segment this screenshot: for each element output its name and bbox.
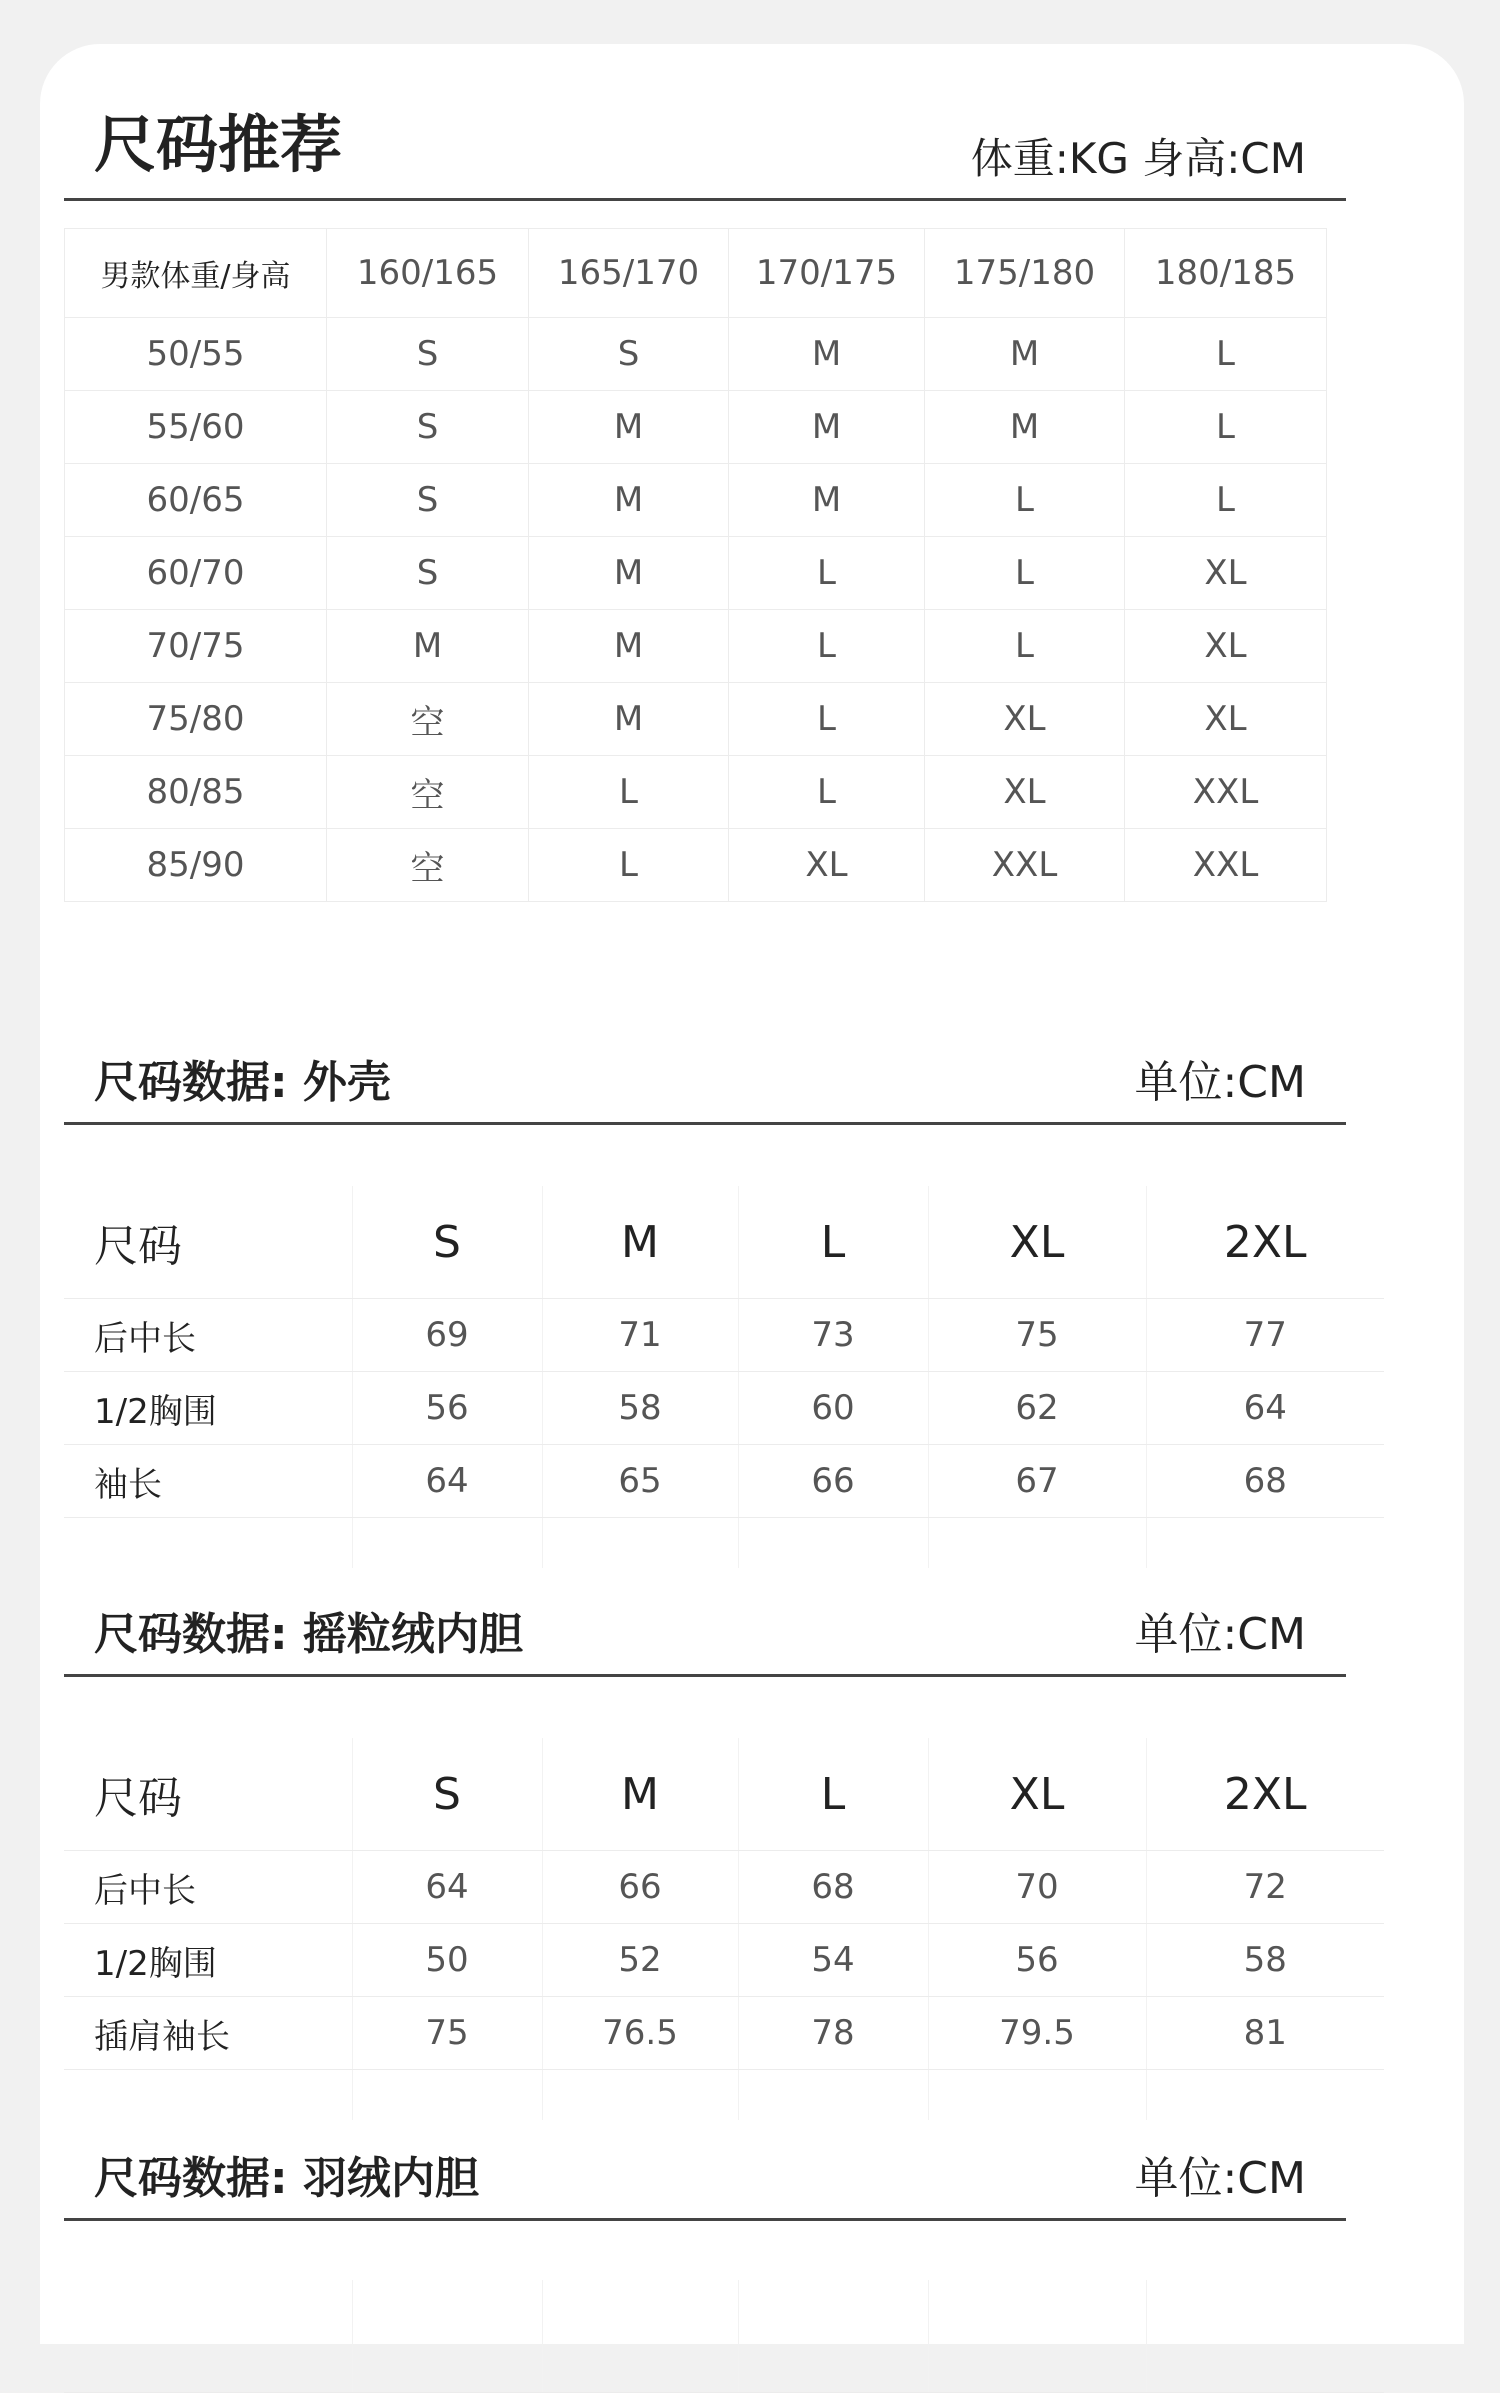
measure-value: 78 [738,1997,928,2070]
size-header: M [542,1186,738,1299]
corner-label: 男款体重/身高 [65,229,327,318]
size-header: XL [928,1738,1146,1851]
height-header: 165/170 [529,229,729,318]
size-cell: XL [1125,610,1327,683]
size-header: XL [928,1186,1146,1299]
size-header-row [64,1186,1384,1299]
size-header: L [738,1186,928,1299]
fleece-unit: 单位:CM [1134,1609,1306,1660]
measure-value: 66 [542,1851,738,1924]
weight-cell: 55/60 [65,391,327,464]
height-header: 160/165 [327,229,529,318]
table-row [65,683,1327,756]
measure-value: 50 [352,1924,542,1997]
size-cell: S [327,391,529,464]
table-row [64,1851,1384,1924]
size-header: M [542,1738,738,1851]
table-row [64,1372,1384,1445]
weight-cell: 70/75 [65,610,327,683]
size-cell: XL [1125,537,1327,610]
measure-value: 54 [738,1924,928,1997]
size-cell: L [1125,318,1327,391]
height-header: 175/180 [925,229,1125,318]
measure-value: 79.5 [928,1997,1146,2070]
recommend-title: 尺码推荐 [94,108,343,181]
recommend-header-row [65,229,1327,318]
size-cell: L [1125,464,1327,537]
down-title: 尺码数据: 羽绒内胆 [94,2153,479,2204]
weight-cell: 75/80 [65,683,327,756]
table-row [65,537,1327,610]
outer-title: 尺码数据: 外壳 [94,1057,391,1108]
recommend-header [64,52,1346,201]
size-header-row [64,2280,1384,2393]
weight-cell: 60/70 [65,537,327,610]
table-row [64,1924,1384,1997]
size-cell: L [729,756,925,829]
size-cell: S [327,537,529,610]
size-label: 尺码 [64,1738,352,1851]
height-header: 170/175 [729,229,925,318]
size-cell: L [529,829,729,902]
table-row [64,1997,1384,2070]
size-recommend-table [64,228,1327,902]
size-cell: XL [729,829,925,902]
recommend-units: 体重:KG 身高:CM [970,134,1306,183]
measure-value: 75 [928,1299,1146,1372]
size-cell: XXL [1125,829,1327,902]
size-cell: XXL [1125,756,1327,829]
measure-value: 56 [352,1372,542,1445]
size-cell: L [1125,391,1327,464]
size-cell: 空 [327,829,529,902]
measure-value: 56 [928,1924,1146,1997]
table-row [65,829,1327,902]
height-header: 180/185 [1125,229,1327,318]
measure-label: 1/2胸围 [64,1372,352,1445]
measure-label: 插肩袖长 [64,1997,352,2070]
weight-cell: 85/90 [65,829,327,902]
outer-measure-table [64,1186,1384,1568]
down-unit: 单位:CM [1134,2153,1306,2204]
size-cell: L [925,537,1125,610]
measure-value: 75 [352,1997,542,2070]
size-cell: L [925,464,1125,537]
measure-value: 64 [352,1445,542,1518]
size-cell: XL [925,683,1125,756]
table-row [64,1299,1384,1372]
size-cell: S [327,464,529,537]
measure-value: 73 [738,1299,928,1372]
size-header: 2XL [1146,1186,1384,1299]
fleece-title: 尺码数据: 摇粒绒内胆 [94,1609,523,1660]
measure-value: 58 [1146,1924,1384,1997]
size-header: S [352,1186,542,1299]
measure-label: 1/2胸围 [64,1924,352,1997]
size-header: S [352,1738,542,1851]
size-cell: M [729,391,925,464]
measure-value: 81 [1146,1997,1384,2070]
size-cell: S [327,318,529,391]
weight-cell: 60/65 [65,464,327,537]
size-cell: 空 [327,756,529,829]
measure-label: 后中长 [64,1299,352,1372]
measure-value: 68 [738,1851,928,1924]
size-header-row [64,1738,1384,1851]
size-cell: M [529,464,729,537]
measure-value: 77 [1146,1299,1384,1372]
size-cell: L [925,610,1125,683]
size-cell: M [925,391,1125,464]
measure-value: 64 [352,1851,542,1924]
size-cell: L [729,610,925,683]
measure-value: 65 [542,1445,738,1518]
measure-value: 58 [542,1372,738,1445]
table-row [65,464,1327,537]
down-header [64,2112,1346,2221]
measure-value: 68 [1146,1445,1384,1518]
table-row [65,610,1327,683]
measure-value: 71 [542,1299,738,1372]
weight-cell: 50/55 [65,318,327,391]
size-cell: M [925,318,1125,391]
size-header: 2XL [1146,1738,1384,1851]
size-cell: M [529,537,729,610]
weight-cell: 80/85 [65,756,327,829]
measure-value: 66 [738,1445,928,1518]
table-spacer [64,1518,1384,1569]
table-row [65,391,1327,464]
measure-value: 72 [1146,1851,1384,1924]
size-cell: L [729,537,925,610]
size-label: 尺码 [64,1186,352,1299]
size-cell: M [529,683,729,756]
size-cell: 空 [327,683,529,756]
measure-value: 62 [928,1372,1146,1445]
measure-value: 67 [928,1445,1146,1518]
size-cell: M [529,610,729,683]
table-row [64,1445,1384,1518]
measure-label: 袖长 [64,1445,352,1518]
measure-value: 52 [542,1924,738,1997]
measure-value: 69 [352,1299,542,1372]
table-row [65,756,1327,829]
table-row [65,318,1327,391]
size-cell: M [729,464,925,537]
measure-value: 60 [738,1372,928,1445]
outer-unit: 单位:CM [1134,1057,1306,1108]
outer-header [64,1016,1346,1125]
fleece-measure-table [64,1738,1384,2120]
size-header: L [738,1738,928,1851]
size-cell: M [327,610,529,683]
down-measure-table [64,2280,1384,2393]
size-cell: XL [1125,683,1327,756]
size-cell: M [729,318,925,391]
size-cell: M [529,391,729,464]
size-cell: S [529,318,729,391]
measure-value: 70 [928,1851,1146,1924]
measure-label: 后中长 [64,1851,352,1924]
size-cell: L [729,683,925,756]
size-cell: XL [925,756,1125,829]
size-cell: XXL [925,829,1125,902]
size-cell: L [529,756,729,829]
fleece-header [64,1568,1346,1677]
measure-value: 76.5 [542,1997,738,2070]
measure-value: 64 [1146,1372,1384,1445]
